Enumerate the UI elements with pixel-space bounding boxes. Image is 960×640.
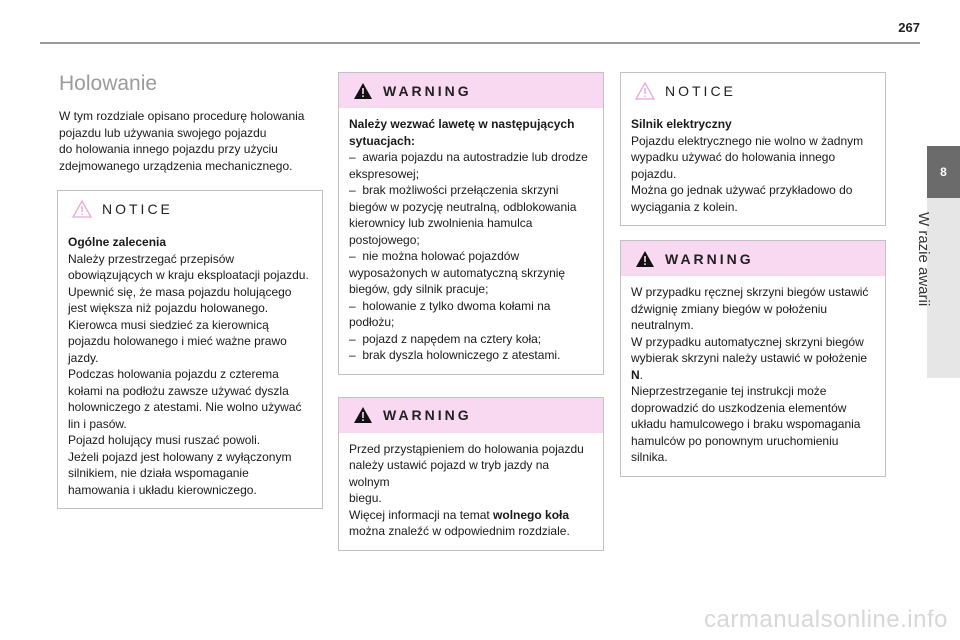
warning-tow-header: [339, 73, 603, 108]
text-line-content: hamulców po ponownym uruchomieniu: [631, 433, 839, 448]
text-line: [68, 251, 312, 268]
text-line-content: Więcej informacji na temat: [349, 507, 494, 522]
notice-triangle-icon: [72, 200, 92, 218]
text-line-suffix: .: [639, 367, 644, 382]
notice-general-label: NOTICE: [102, 200, 173, 217]
text-line-content: Podczas holowania pojazdu z czterema: [68, 367, 279, 381]
warning-tow-label: WARNING: [383, 82, 472, 99]
text-line: [68, 300, 312, 317]
text-line: [68, 383, 312, 400]
text-line-content: hamowania i układu kierowniczego.: [68, 482, 257, 497]
text-line: [631, 416, 875, 433]
text-line-content: Ogólne zalecenia: [68, 235, 167, 249]
section-title: Holowanie: [59, 72, 158, 95]
text-line-content: W przypadku ręcznej skrzyni biegów ustawić: [631, 285, 869, 299]
column-right: [620, 72, 886, 491]
text-line: [68, 350, 312, 367]
text-line: [349, 215, 593, 232]
text-line: [631, 350, 875, 367]
text-line-content: – awaria pojazdu na autostradzie lub drodze: [349, 150, 588, 164]
text-line-content: kołami na podłożu zawsze używać dyszla: [68, 383, 289, 398]
text-line-content: – brak dyszla holowniczego z atestami.: [349, 348, 561, 362]
text-line: [349, 248, 593, 265]
text-line: [631, 433, 875, 450]
text-line-content: dźwignię zmiany biegów w położeniu: [631, 301, 828, 316]
text-line: [631, 449, 875, 466]
text-line: [68, 399, 312, 416]
text-line: [349, 490, 593, 507]
warning-gearbox-body: [621, 276, 885, 476]
text-line-content: sytuacjach:: [349, 133, 416, 148]
text-line-content: biegu.: [349, 491, 382, 505]
notice-electric-label: NOTICE: [665, 82, 736, 99]
text-line-content: holowniczego z atestami. Nie wolno używać: [68, 400, 302, 414]
text-line-content: Przed przystąpieniem do holowania pojazdu: [349, 441, 584, 456]
text-line: [349, 149, 593, 166]
text-line-emphasis: wolnego koła: [493, 507, 570, 522]
text-line: [68, 432, 312, 449]
text-line-content: jazdy.: [68, 350, 99, 365]
chapter-tab: 8: [927, 146, 960, 198]
text-line-content: wyposażonych w automatyczną skrzynię: [349, 265, 566, 280]
warning-drive-label: WARNING: [383, 407, 472, 423]
text-line-content: Nieprzestrzeganie tej instrukcji może: [631, 384, 827, 398]
text-line: [68, 267, 312, 284]
text-line-content: Należy przestrzegać przepisów: [68, 251, 235, 266]
text-line: [631, 400, 875, 417]
text-line-content: silnikiem, nie działa wspomaganie: [68, 466, 249, 480]
warning-gearbox-label: WARNING: [665, 250, 754, 267]
text-line-content: – brak możliwości przełączenia skrzyni: [349, 183, 559, 197]
text-line: [631, 383, 875, 400]
text-line-content: lin i pasów.: [68, 416, 127, 431]
text-line-content: pojazdu.: [631, 166, 677, 181]
text-line-content: należy ustawić pojazd w tryb jazdy na wolnym: [349, 458, 553, 489]
text-line-content: pojazdu holowanego i mieć ważne prawo: [68, 334, 287, 348]
text-line: [349, 441, 593, 458]
text-line-content: – pojazd z napędem na cztery koła;: [349, 331, 542, 346]
text-line-content: W przypadku automatycznej skrzyni biegów: [631, 334, 864, 349]
text-line-content: – nie można holować pojazdów: [349, 249, 520, 263]
text-line-content: biegów w pozycję neutralną, odblokowania: [349, 199, 577, 214]
text-line: [349, 265, 593, 282]
text-line: [349, 314, 593, 331]
text-line: [631, 166, 875, 183]
text-line-content: obowiązujących w kraju eksploatacji pojazdu.: [68, 268, 309, 282]
notice-triangle-icon: [635, 82, 655, 100]
text-line-content: wyciągania z kolein.: [631, 199, 738, 214]
text-line: [349, 199, 593, 216]
text-line-content: jest większa niż pojazdu holowanego.: [68, 301, 269, 315]
text-line-content: wybierak skrzyni należy ustawić w położenie: [631, 351, 868, 365]
text-line-content: układu hamulcowego i braku wspomagania: [631, 417, 861, 431]
notice-electric-header: [621, 73, 885, 108]
text-line: [349, 133, 593, 150]
text-line: [349, 347, 593, 364]
text-line-content: Można go jednak używać przykładowo do: [631, 183, 853, 197]
text-line-content: postojowego;: [349, 232, 420, 247]
text-line: [631, 182, 875, 199]
text-line-content: podłożu;: [349, 315, 395, 329]
text-line-content: Pojazd holujący musi ruszać powoli.: [68, 433, 261, 447]
notice-electric-box: [620, 72, 886, 226]
text-line: [68, 416, 312, 433]
text-line: [68, 284, 312, 301]
text-line: [631, 133, 875, 150]
text-line: [631, 116, 875, 133]
text-line: [349, 182, 593, 199]
column-middle: [338, 72, 604, 565]
text-line-content: kierownicy lub zwolnienia hamulca: [349, 216, 533, 230]
text-line: [349, 166, 593, 183]
warning-drive-box: [338, 397, 604, 551]
warning-triangle-icon: [353, 406, 373, 424]
text-line: [68, 234, 312, 251]
notice-electric-body: [621, 108, 885, 225]
text-line: [631, 367, 875, 384]
text-line: [631, 301, 875, 318]
text-line: [631, 149, 875, 166]
warning-gearbox-header: [621, 241, 885, 276]
notice-general-header: [58, 191, 322, 226]
text-line: [68, 317, 312, 334]
text-line: [631, 284, 875, 301]
text-line-content: doprowadzić do uszkodzenia elementów: [631, 400, 847, 415]
text-line: [68, 366, 312, 383]
text-line: [68, 333, 312, 350]
warning-gearbox-box: [620, 240, 886, 477]
text-line: [349, 298, 593, 315]
section-intro: W tym rozdziale opisano procedurę holowania pojazdu lub używania swojego pojazdu do holowania innego pojazdu przy użyciu zdejmowanego urządzenia mechanicznego.: [59, 109, 305, 173]
text-line: [631, 334, 875, 351]
text-line-content: Jeżeli pojazd jest holowany z wyłączonym: [68, 449, 292, 464]
notice-general-body: [58, 226, 322, 508]
text-line: [349, 523, 593, 540]
warning-tow-body: [339, 108, 603, 374]
warning-tow-box: [338, 72, 604, 375]
text-line-content: można znaleźć w odpowiednim rozdziale.: [349, 524, 570, 538]
warning-triangle-icon: [635, 250, 655, 268]
text-line: [349, 457, 593, 490]
text-line-content: Upewnić się, że masa pojazdu holującego: [68, 284, 292, 299]
text-line-content: biegów, gdy silnik pracuje;: [349, 282, 489, 296]
text-line: [68, 482, 312, 499]
text-line-content: ekspresowej;: [349, 166, 420, 181]
text-line-content: N: [631, 367, 640, 382]
text-line: [68, 465, 312, 482]
text-line-content: Należy wezwać lawetę w następujących: [349, 117, 575, 131]
text-line: [349, 331, 593, 348]
watermark: carmanualsonline.info: [704, 606, 948, 633]
text-line: [349, 507, 593, 524]
text-line: [68, 449, 312, 466]
text-line: [631, 317, 875, 334]
warning-drive-header: [339, 398, 603, 433]
text-line: [349, 281, 593, 298]
page-number: 267: [898, 20, 920, 35]
chapter-title: W razie awarii: [915, 212, 932, 307]
text-line-content: wypadku używać do holowania innego: [631, 150, 836, 164]
text-line: [349, 116, 593, 133]
warning-drive-body: [339, 433, 603, 550]
column-left: [57, 72, 323, 523]
text-line: [631, 199, 875, 216]
notice-general-box: [57, 190, 323, 509]
text-line-content: neutralnym.: [631, 318, 694, 332]
text-line: [349, 232, 593, 249]
text-line-content: Silnik elektryczny: [631, 117, 732, 131]
text-line-content: silnika.: [631, 450, 668, 464]
top-rule: [40, 42, 920, 44]
text-line-content: Pojazdu elektrycznego nie wolno w żadnym: [631, 133, 864, 148]
text-line-content: – holowanie z tylko dwoma kołami na: [349, 298, 551, 313]
warning-triangle-icon: [353, 82, 373, 100]
text-line-content: Kierowca musi siedzieć za kierownicą: [68, 317, 269, 332]
